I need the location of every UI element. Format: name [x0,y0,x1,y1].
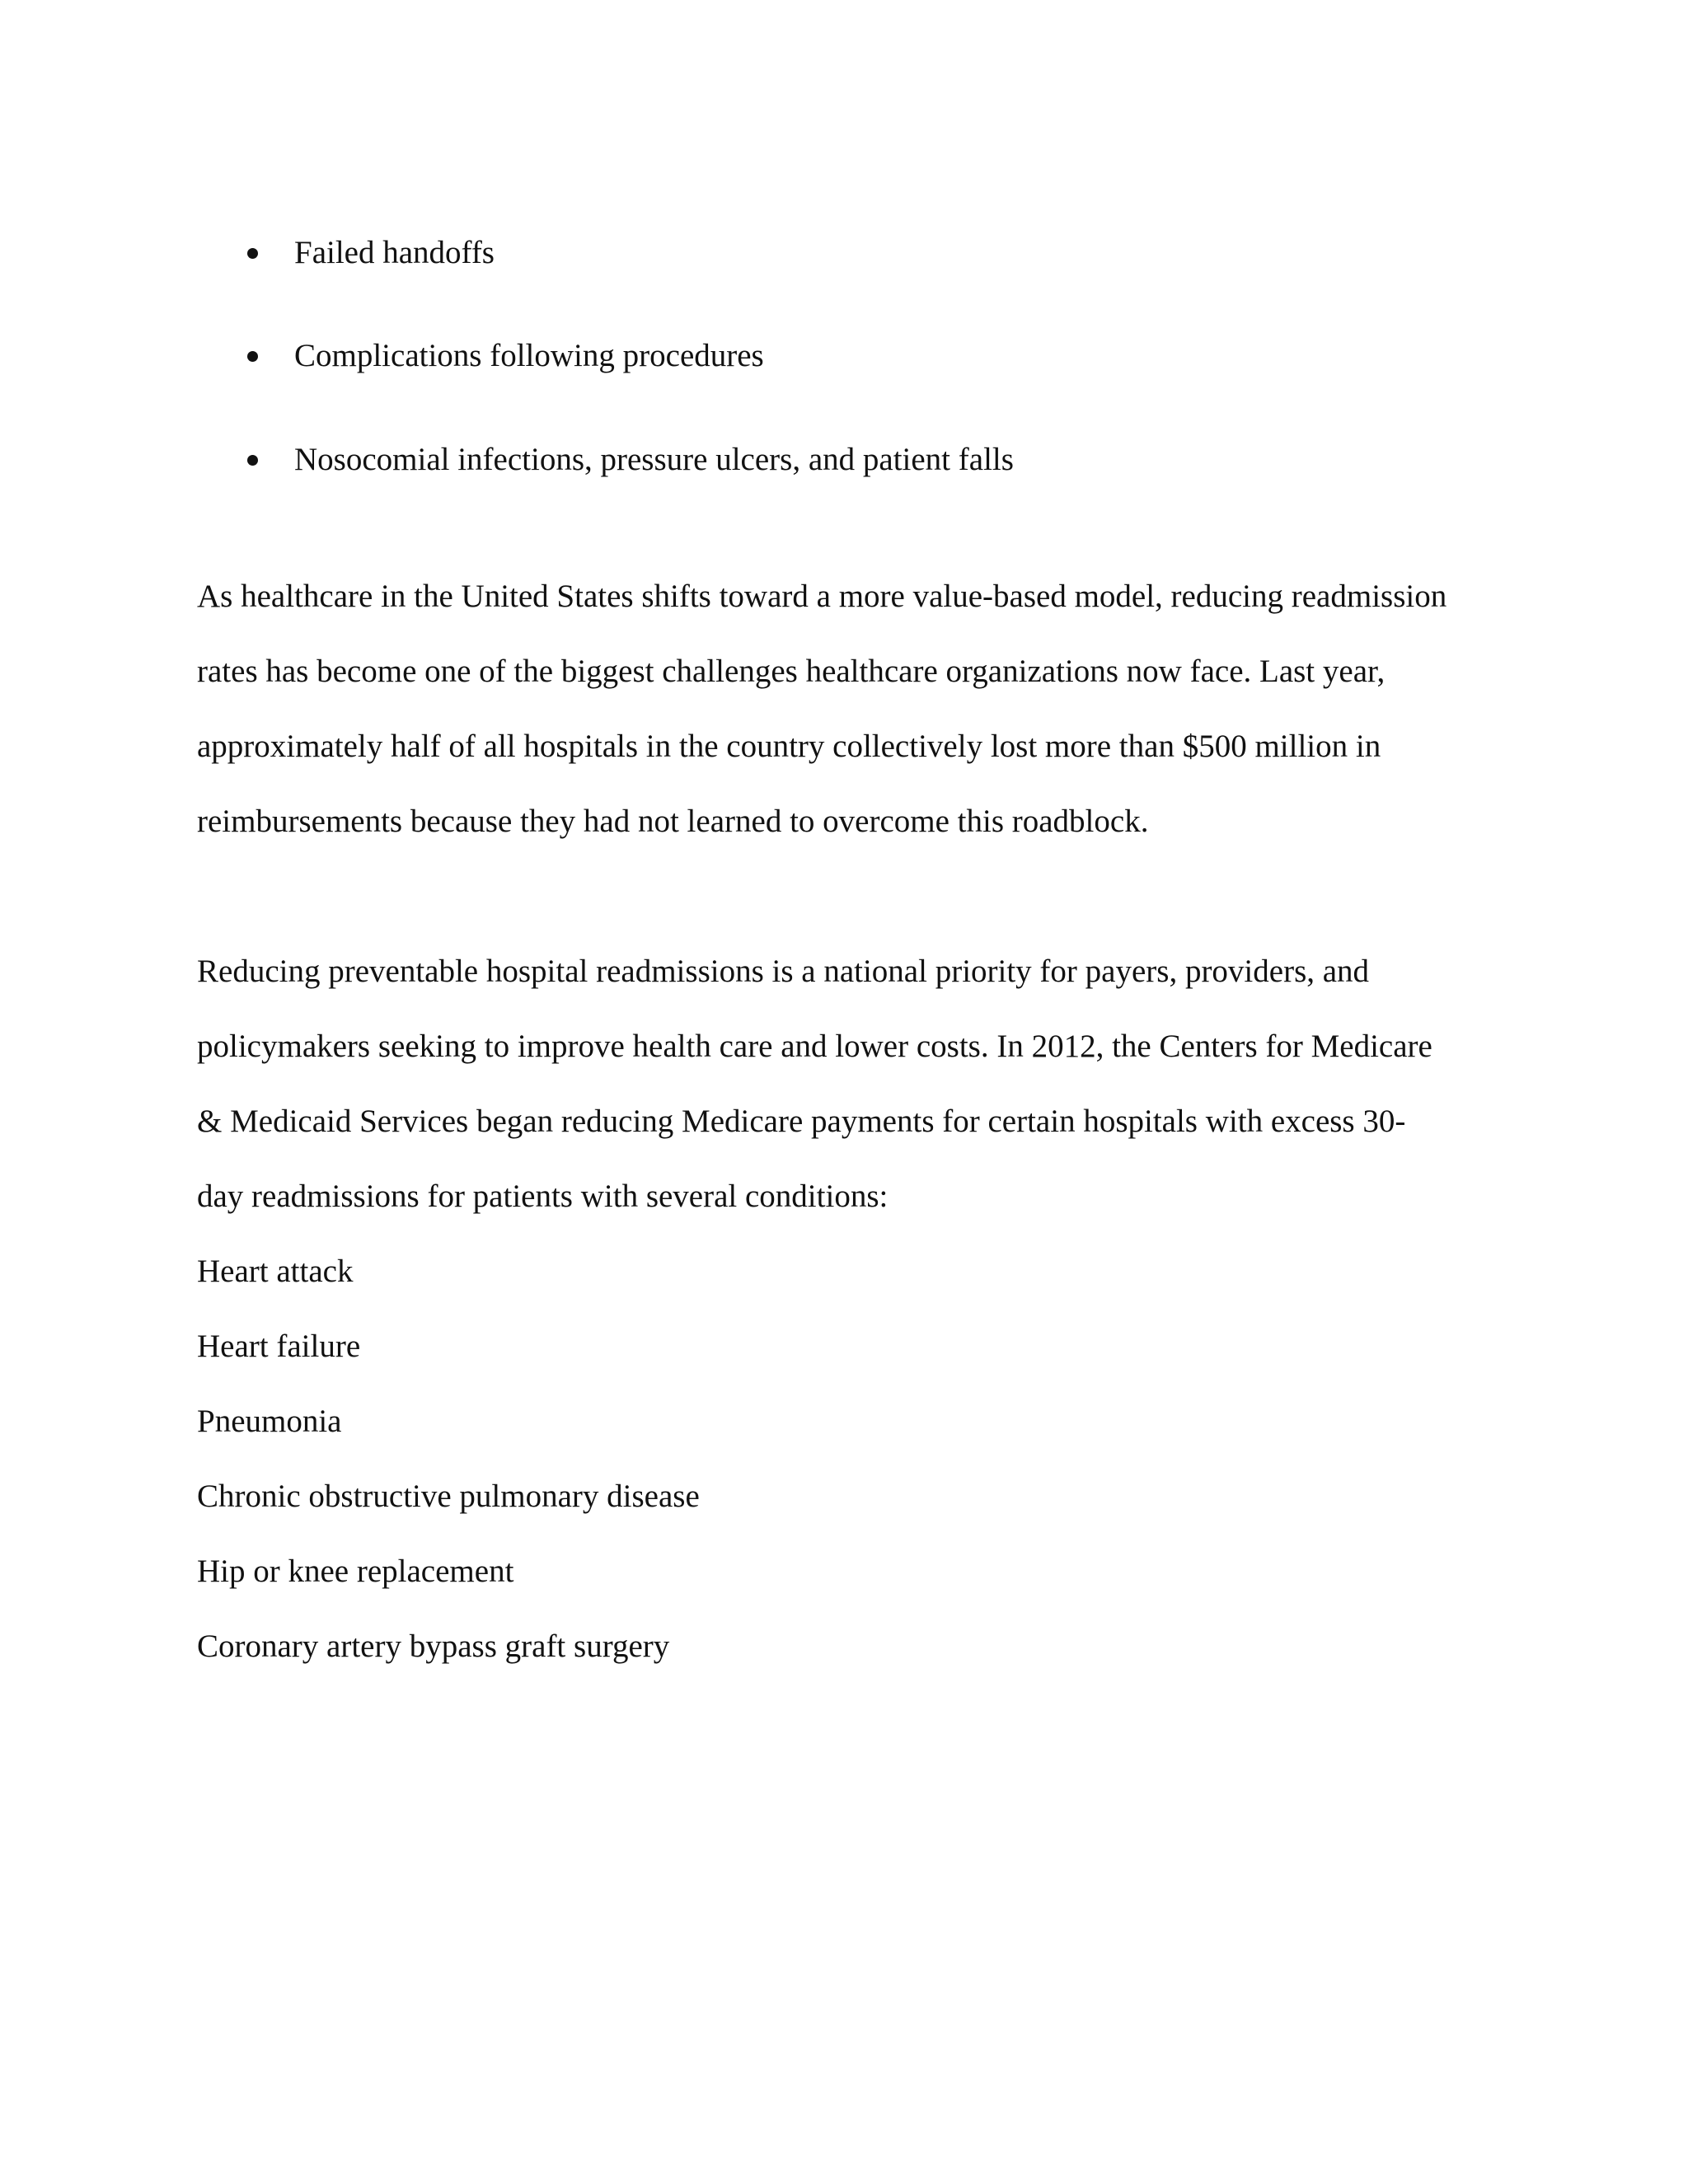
condition-item: Hip or knee replacement [197,1554,514,1589]
paragraph-line: reimbursements because they had not learned to overcome this roadblock. [197,804,1149,839]
condition-item: Heart attack [197,1254,354,1289]
paragraph-line: rates has become one of the biggest challenges healthcare organizations now face. Last year, [197,654,1386,689]
paragraph-line: day readmissions for patients with several conditions: [197,1179,889,1214]
condition-item: Heart failure [197,1329,361,1364]
condition-item: Pneumonia [197,1404,342,1439]
bullet-dot-icon [247,248,258,259]
paragraph-line: Reducing preventable hospital readmissions is a national priority for payers, providers, and [197,954,1370,989]
condition-item: Coronary artery bypass graft surgery [197,1629,670,1664]
paragraph-line: As healthcare in the United States shifts toward a more value-based model, reducing readmission [197,579,1447,614]
paragraph-line: & Medicaid Services began reducing Medicare payments for certain hospitals with excess 30- [197,1104,1406,1139]
paragraph-line: policymakers seeking to improve health care and lower costs. In 2012, the Centers for Medicare [197,1029,1432,1064]
bullet-dot-icon [247,351,258,362]
bullet-text: Failed handoffs [294,235,495,270]
condition-item: Chronic obstructive pulmonary disease [197,1479,700,1514]
bullet-dot-icon [247,455,258,466]
bullet-text: Complications following procedures [294,338,764,373]
paragraph-line: approximately half of all hospitals in the country collectively lost more than $500 million in [197,729,1381,764]
bullet-text: Nosocomial infections, pressure ulcers, and patient falls [294,442,1014,477]
